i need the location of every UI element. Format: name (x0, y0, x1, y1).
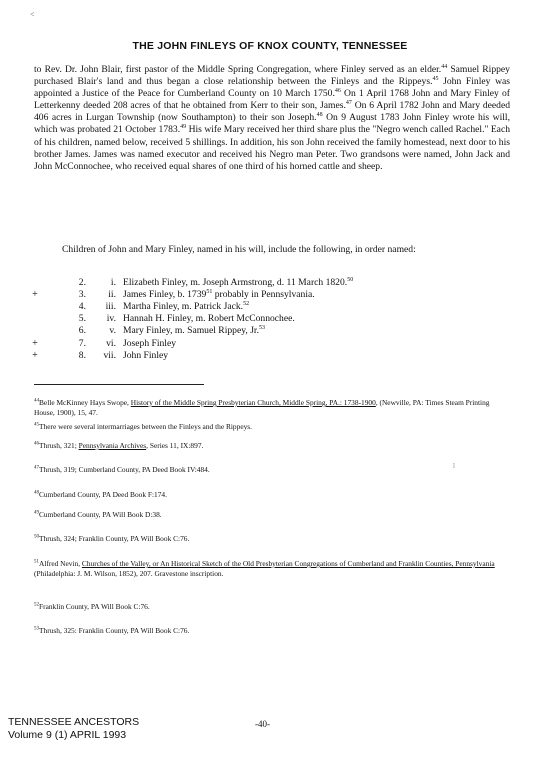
footnote-ref: 45 (432, 75, 439, 82)
footnote-text: Alfred Nevin, (39, 559, 82, 568)
generation-number: 7. (78, 337, 86, 349)
footnote (34, 626, 510, 636)
footnote-ref: 46 (334, 88, 341, 94)
paragraph-text: to Rev. Dr. John Blair, first pastor of the Middle Spring Congregation, where Finley served as an elder. (34, 64, 442, 75)
footnote-number: 50 (34, 534, 39, 540)
footnote (34, 441, 510, 451)
margin-mark: ⁞ (453, 462, 455, 470)
page-number: -40- (255, 719, 270, 729)
descendant-mark: + (32, 289, 38, 301)
footnote-number: 48 (34, 490, 39, 496)
child-order: ii. (108, 289, 116, 301)
footnote-text: , Series 11, IX:897. (146, 441, 204, 450)
generation-number: 5. (78, 313, 86, 325)
child-entry (0, 350, 540, 362)
corner-mark: < (30, 10, 35, 19)
citation-title: History of the Middle Spring Presbyterian Church, Middle Spring, PA.: 1738-1900 (130, 398, 376, 407)
child-text (123, 350, 168, 361)
child-order: i. (110, 277, 116, 288)
footnote-text: Franklin County, PA Will Book C:76. (39, 602, 150, 611)
paragraph-text: On 9 August 1783 John Finley wrote his will, which was probated 21 October 1783. (34, 112, 510, 136)
footnote (34, 510, 510, 520)
footnote-ref: 52 (243, 301, 250, 307)
child-text (123, 289, 315, 300)
child-entry (0, 277, 540, 289)
footnote-divider (34, 384, 204, 385)
page-title: THE JOHN FINLEYS OF KNOX COUNTY, TENNESSEE (132, 40, 408, 52)
child-name: Joseph Finley (123, 337, 177, 349)
footnote-text: Thrush, 325: Franklin County, PA Will Book C:76. (39, 626, 190, 635)
body-paragraph-1 (34, 64, 510, 173)
footnote-ref: 53 (259, 325, 265, 332)
child-entry (0, 289, 540, 301)
footnote-text: Thrush, 321; (39, 441, 79, 450)
footnote (34, 602, 510, 612)
footnote (34, 465, 510, 475)
child-text (123, 277, 353, 288)
footnote-number: 53 (34, 626, 39, 632)
footnote (34, 559, 510, 579)
footnote-text: Thrush, 319; Cumberland County, PA Deed Book IV:484. (39, 465, 210, 474)
child-entry (0, 313, 540, 325)
descendant-mark: + (32, 337, 38, 349)
child-name: Hannah H. Finley, m. Robert McConnochee. (123, 313, 295, 325)
paragraph-text: On 1 April 1768 John and Mary Finley of Letterkenny deeded 208 acres of that he obtained from Kerr to their son, James. (34, 88, 510, 112)
footnote-number: 52 (34, 602, 39, 608)
footer-publication: TENNESSEE ANCESTORS (8, 716, 140, 728)
footnote-text: Belle McKinney Hays Swope, (39, 398, 131, 407)
footnote (34, 398, 510, 418)
child-name: John Finley (123, 349, 169, 361)
footnote-ref: 47 (345, 100, 352, 107)
paragraph-text: His wife Mary received her third share plus the "Negro wench called Rachel." Each of his children, named below, received 5 shillings. In addition, his son John received the family homestead, next door to his brother James. James was named executor and received his Negro man Peter. Two grandsons were named, John Jack and John McConnochee, who received equal shares of one third of his horned cattle and sheep. (34, 124, 510, 172)
footnote-text: Cumberland County, PA Deed Book F:174. (39, 490, 167, 499)
paragraph-text: On 6 April 1782 John and Mary deeded 406 acres in Lurgan Township (now Southampton) to their son Joseph. (34, 100, 510, 124)
child-name: Martha Finley, m. Patrick Jack. (123, 301, 244, 313)
footer-volume: Volume 9 (1) APRIL 1993 (8, 729, 127, 741)
paragraph-text: Samuel Rippey purchased Blair's land and thus began a close relationship between the Finleys and the Rippeys. (34, 64, 510, 88)
footnote-ref: 48 (316, 112, 323, 119)
descendant-mark: + (32, 349, 38, 361)
footnote-text: There were several intermarriages between the Finleys and the Rippeys. (39, 422, 253, 431)
child-order: iii. (105, 301, 116, 313)
generation-number: 3. (78, 289, 86, 301)
body-paragraph-2: Children of John and Mary Finley, named in his will, include the following, in order named: (62, 244, 416, 255)
child-note: probably in Pennsylvania. (212, 289, 315, 301)
footnote-ref: 49 (180, 124, 187, 131)
citation-title: Churches of the Valley, or An Historical Sketch of the Old Presbyterian Congregations of Cumberland and Franklin Counties, Pennsylvania (81, 559, 495, 568)
footnote-text: Cumberland County, PA Will Book D:38. (39, 510, 162, 519)
child-order: vii. (103, 349, 116, 361)
footnote-text: Thrush, 324; Franklin County, PA Will Book C:76. (39, 534, 190, 543)
generation-number: 6. (78, 325, 86, 337)
generation-number: 2. (78, 277, 86, 288)
child-entry (0, 338, 540, 350)
footnote-text: (Philadelphia: J. M. Wilson, 1852), 207. Gravestone inscription. (34, 569, 224, 578)
child-name: Elizabeth Finley, m. Joseph Armstrong, d. 11 March 1820. (123, 277, 348, 288)
child-entry (0, 325, 540, 337)
child-text (123, 313, 295, 324)
footnote-number: 47 (34, 465, 39, 471)
footnote-ref: 44 (441, 63, 448, 70)
footnote-text: , (Newville, PA: Times Steam Printing House, 1900), 15, 47. (34, 398, 490, 417)
generation-number: 4. (78, 301, 86, 313)
child-order: iv. (106, 313, 116, 325)
child-name: James Finley, b. 1739 (123, 289, 207, 301)
footnote-number: 49 (34, 510, 39, 516)
footnote-ref: 50 (347, 276, 354, 283)
child-name: Mary Finley, m. Samuel Rippey, Jr. (123, 325, 259, 337)
paragraph-text: John Finley was appointed a Justice of the Peace for Cumberland County on 10 March 1750. (34, 76, 511, 100)
child-order: vi. (106, 337, 116, 349)
child-text (123, 325, 265, 336)
footnote (34, 534, 510, 544)
child-entry (0, 301, 540, 313)
child-text (123, 301, 249, 312)
footnote-ref: 51 (206, 288, 213, 295)
footnote-number: 51 (34, 559, 39, 565)
citation-title: Pennsylvania Archives (78, 441, 147, 450)
child-order: v. (109, 325, 116, 337)
footnote (34, 490, 510, 500)
generation-number: 8. (78, 349, 86, 361)
footnote (34, 422, 510, 432)
child-text (123, 338, 176, 349)
footnote-number: 45 (34, 422, 39, 428)
footnote-number: 44 (34, 398, 39, 404)
footnote-number: 46 (34, 441, 39, 447)
